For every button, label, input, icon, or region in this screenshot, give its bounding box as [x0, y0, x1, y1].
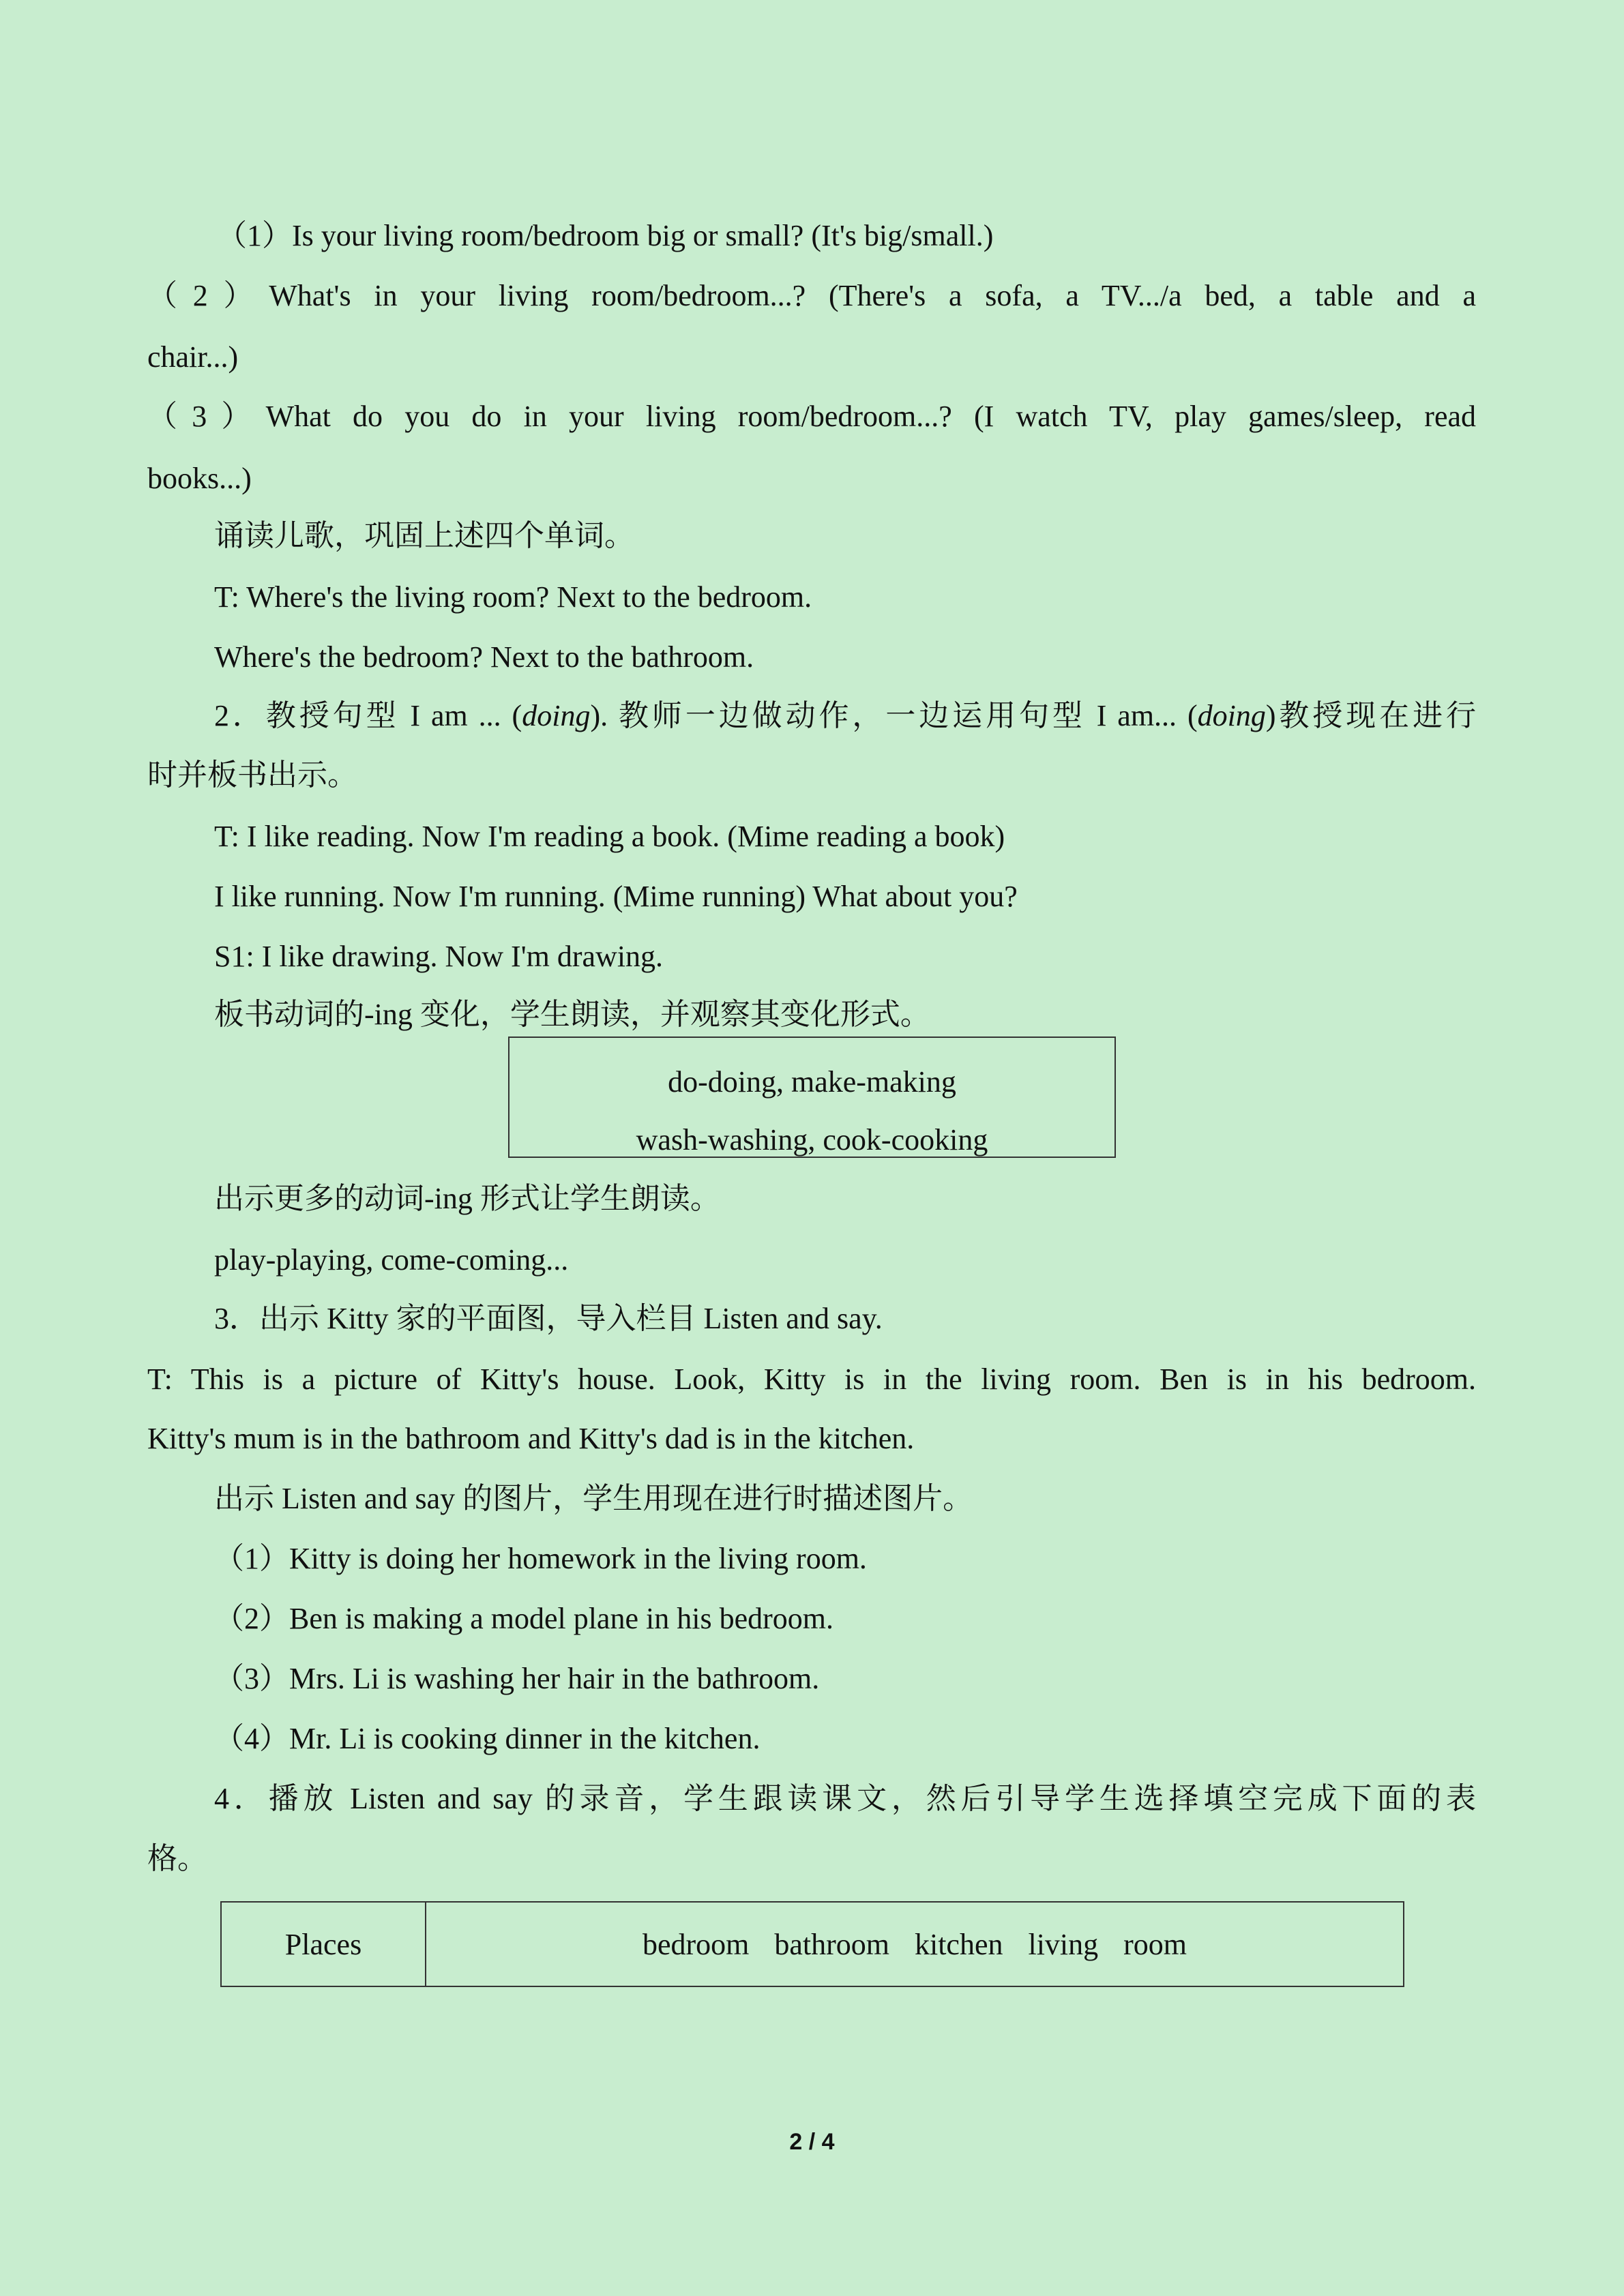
step-2-italic-1: doing [522, 699, 591, 732]
step-4-line-1: 4．播放 Listen and say 的录音，学生跟读课文，然后引导学生选择填空完成下面的表 [214, 1782, 1476, 1815]
step-2-text-c: )教授现在进行 [1265, 699, 1476, 732]
places-table [220, 1901, 1404, 1987]
more-forms-instruction: 出示更多的动词-ing 形式让学生朗读。 [214, 1182, 720, 1215]
teacher-line-3: T: I like reading. Now I'm reading a book. (Mime reading a book) [214, 820, 1005, 853]
board-instruction: 板书动词的-ing 变化，学生朗读，并观察其变化形式。 [214, 998, 930, 1031]
teacher-line-5b: Kitty's mum is in the bathroom and Kitty's dad is in the kitchen. [147, 1422, 915, 1455]
more-forms-examples: play-playing, come-coming... [214, 1243, 569, 1277]
description-3: （3）Mrs. Li is washing her hair in the bathroom. [214, 1662, 820, 1695]
picture-instruction: 出示 Listen and say 的图片，学生用现在进行时描述图片。 [214, 1482, 973, 1515]
question-2-line-2: chair...) [147, 340, 239, 374]
verb-ing-box-line-2: wash-washing, cook-cooking [636, 1123, 988, 1157]
step-2-line-1 [214, 696, 1476, 736]
student-line-1: S1: I like drawing. Now I'm drawing. [214, 940, 664, 973]
teacher-line-5a: T: This is a picture of Kitty's house. Look, Kitty is in the living room. Ben is in his bedroom. [147, 1362, 1476, 1396]
teacher-line-4: I like running. Now I'm running. (Mime running) What about you? [214, 880, 1018, 913]
step-2-italic-2: doing [1197, 699, 1266, 732]
teacher-line-1: T: Where's the living room? Next to the bedroom. [214, 580, 812, 614]
question-3-line-2: books...) [147, 462, 252, 495]
question-3-line-1: （3）What do you do in your living room/bedroom...? (I watch TV, play games/sleep, read [147, 400, 1476, 433]
description-4: （4）Mr. Li is cooking dinner in the kitchen. [214, 1722, 761, 1755]
verb-ing-box-line-1: do-doing, make-making [668, 1065, 956, 1099]
description-1: （1）Kitty is doing her homework in the living room. [214, 1542, 867, 1575]
places-words-cell: bedroom bathroom kitchen living room [426, 1902, 1404, 1986]
step-2-text-a: 2．教授句型 I am ... ( [214, 699, 522, 732]
step-2-line-2: 时并板书出示。 [147, 758, 357, 792]
step-2-text-b: ). 教师一边做动作，一边运用句型 I am... ( [590, 699, 1198, 732]
page-number: 2 / 4 [789, 2129, 835, 2155]
description-2: （2）Ben is making a model plane in his bedroom. [214, 1602, 833, 1635]
question-1: （1）Is your living room/bedroom big or small? (It's big/small.) [217, 219, 994, 252]
verb-ing-box [508, 1037, 1116, 1158]
step-3: 3．出示 Kitty 家的平面图，导入栏目 Listen and say. [214, 1302, 883, 1335]
places-label-cell: Places [221, 1902, 426, 1986]
chant-instruction: 诵读儿歌，巩固上述四个单词。 [214, 519, 634, 552]
step-4-line-2: 格。 [147, 1842, 207, 1875]
table-row [221, 1902, 1404, 1986]
teacher-line-2: Where's the bedroom? Next to the bathroom. [214, 640, 754, 674]
question-2-line-1: （2）What's in your living room/bedroom...? (There's a sofa, a TV.../a bed, a table and a [147, 279, 1476, 312]
